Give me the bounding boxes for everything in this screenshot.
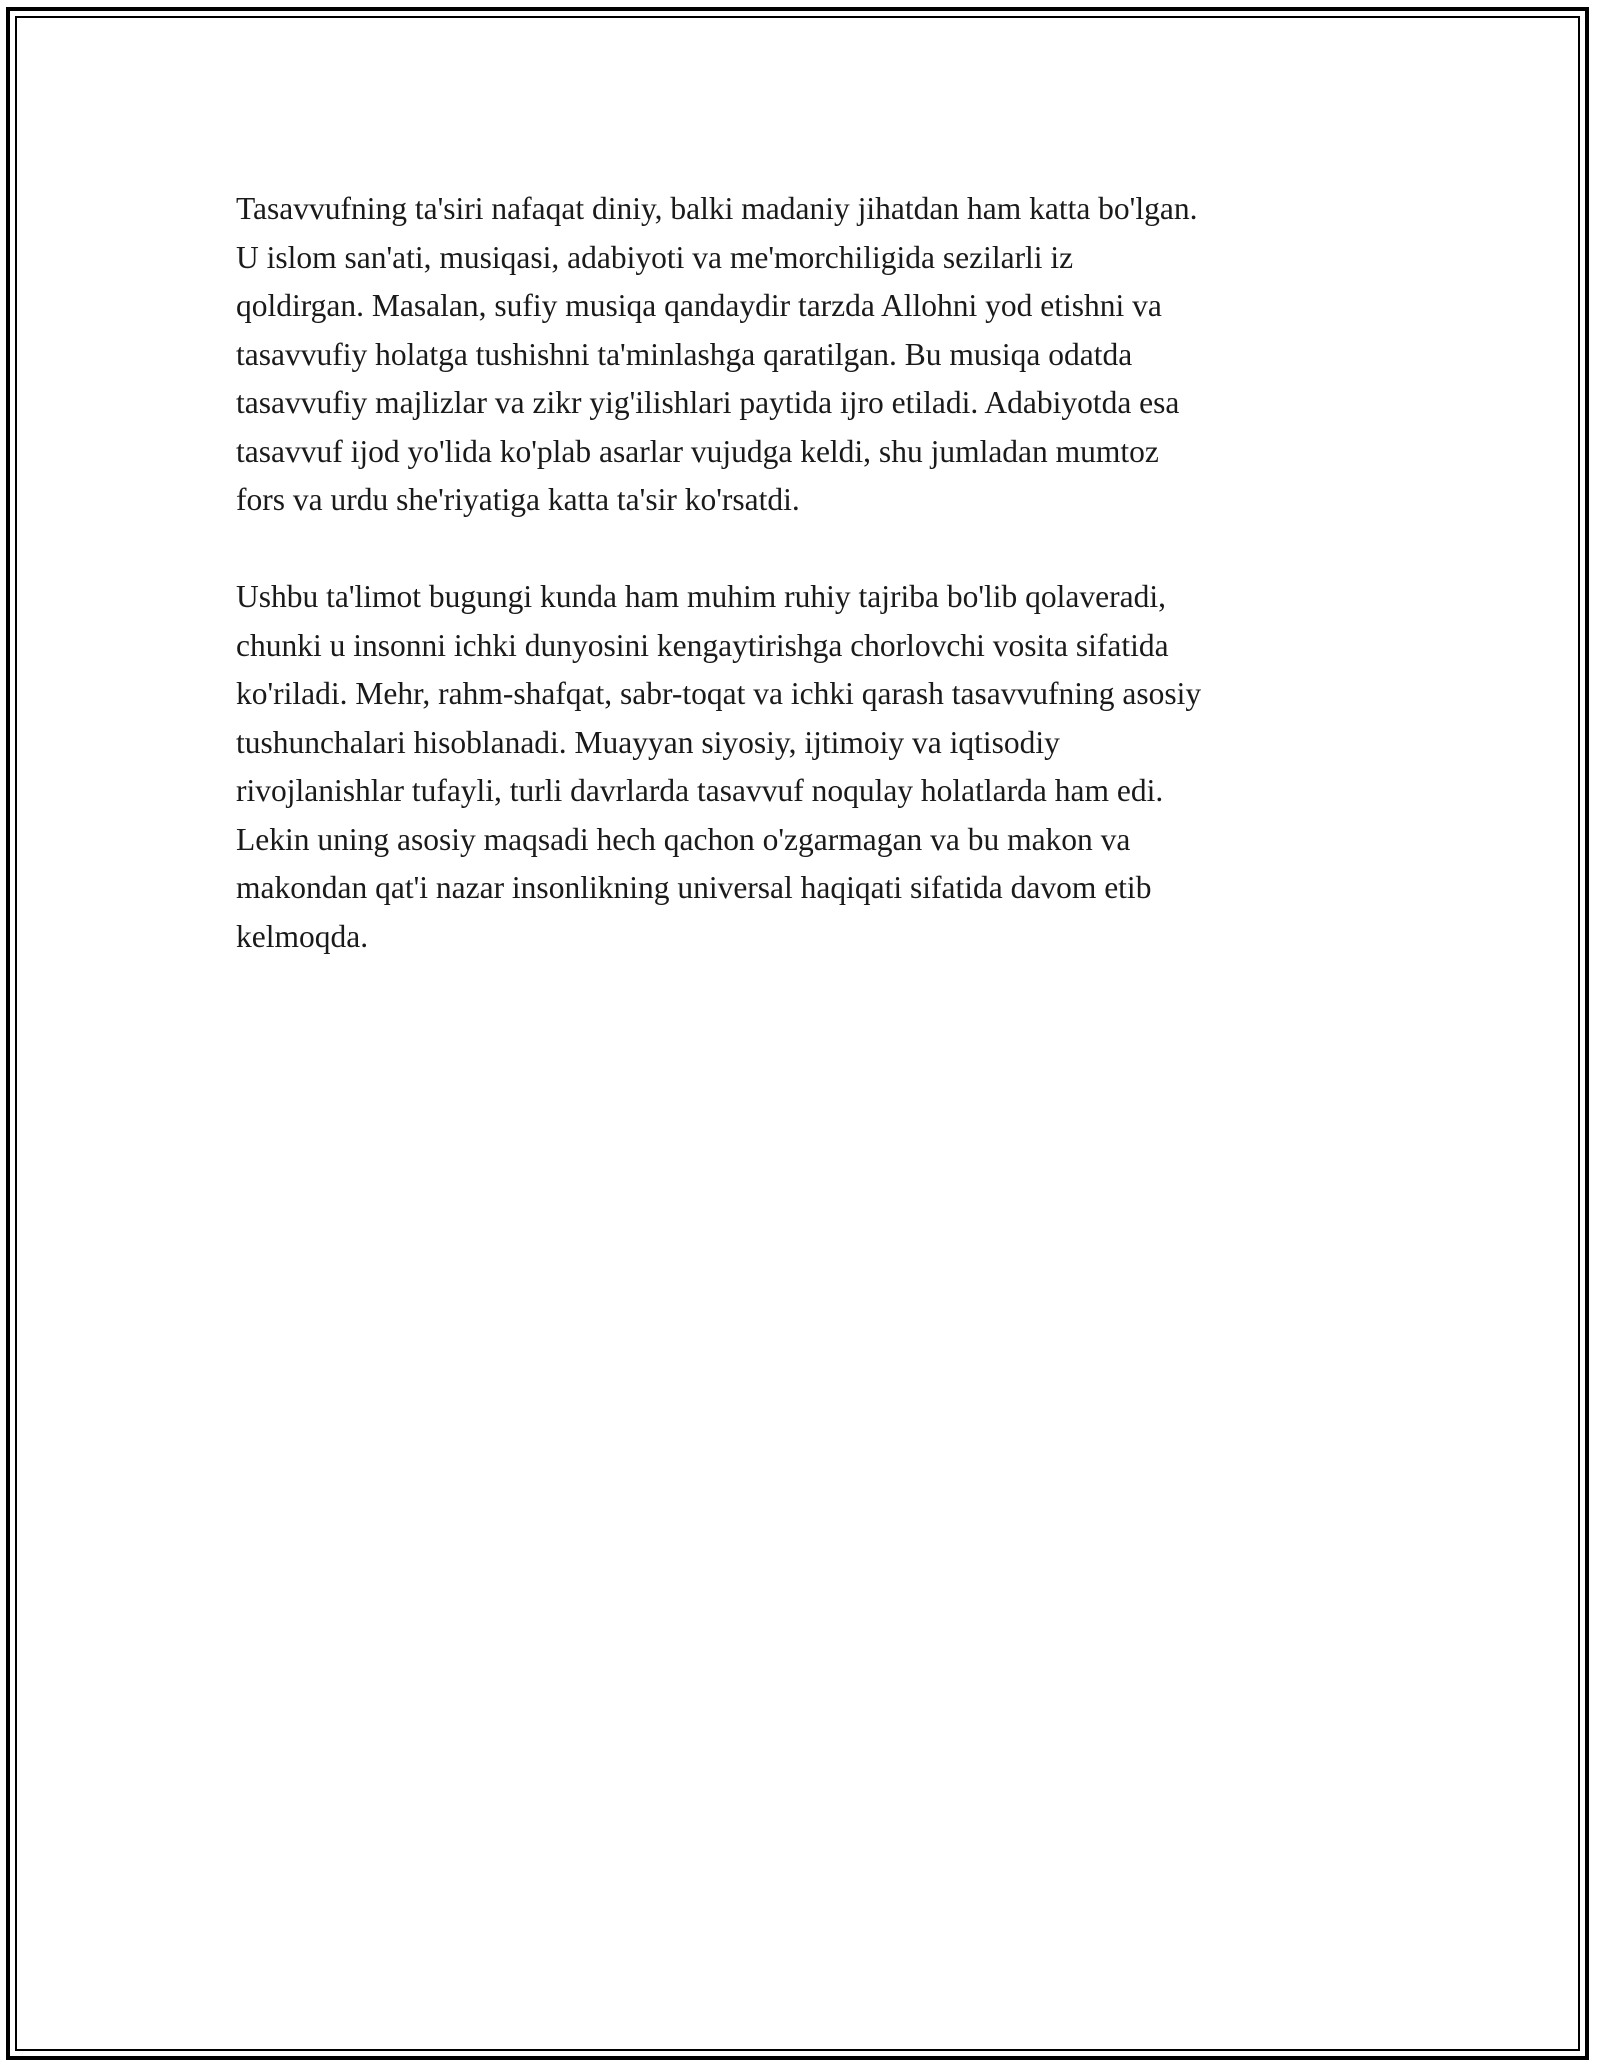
paragraph-1: Tasavvufning ta'siri nafaqat diniy, balki madaniy jihatdan ham katta bo'lgan. U islom san'ati, musiqasi, adabiyoti va me'morchiligida sezilarli iz qoldirgan. Masalan, sufiy musiqa qandaydir tarzda Allohni yod etishni va tasavvufiy holatga tushishni ta'minlashga qaratilgan. Bu musiqa odatda tasavvufiy majlizlar va zikr yig'ilishlari paytida ijro etiladi. Adabiyotda esa tasavvuf ijod yo'lida ko'plab asarlar vujudga keldi, shu jumladan mumtoz fors va urdu she'riyatiga katta ta'sir ko'rsatdi. — [236, 191, 1198, 517]
document-body — [236, 185, 1366, 961]
paragraph-2: Ushbu ta'limot bugungi kunda ham muhim ruhiy tajriba bo'lib qolaveradi, chunki u insonni ichki dunyosini kengaytirishga chorlovchi vosita sifatida ko'riladi. Mehr, rahm-shafqat, sabr-toqat va ichki qarash tasavvufning asosiy tushunchalari hisoblanadi. Muayyan siyosiy, ijtimoiy va iqtisodiy rivojlanishlar tufayli, turli davrlarda tasavvuf noqulay holatlarda ham edi. Lekin uning asosiy maqsadi hech qachon o'zgarmagan va bu makon va makondan qat'i nazar insonlikning universal haqiqati sifatida davom etib kelmoqda. — [236, 579, 1202, 954]
